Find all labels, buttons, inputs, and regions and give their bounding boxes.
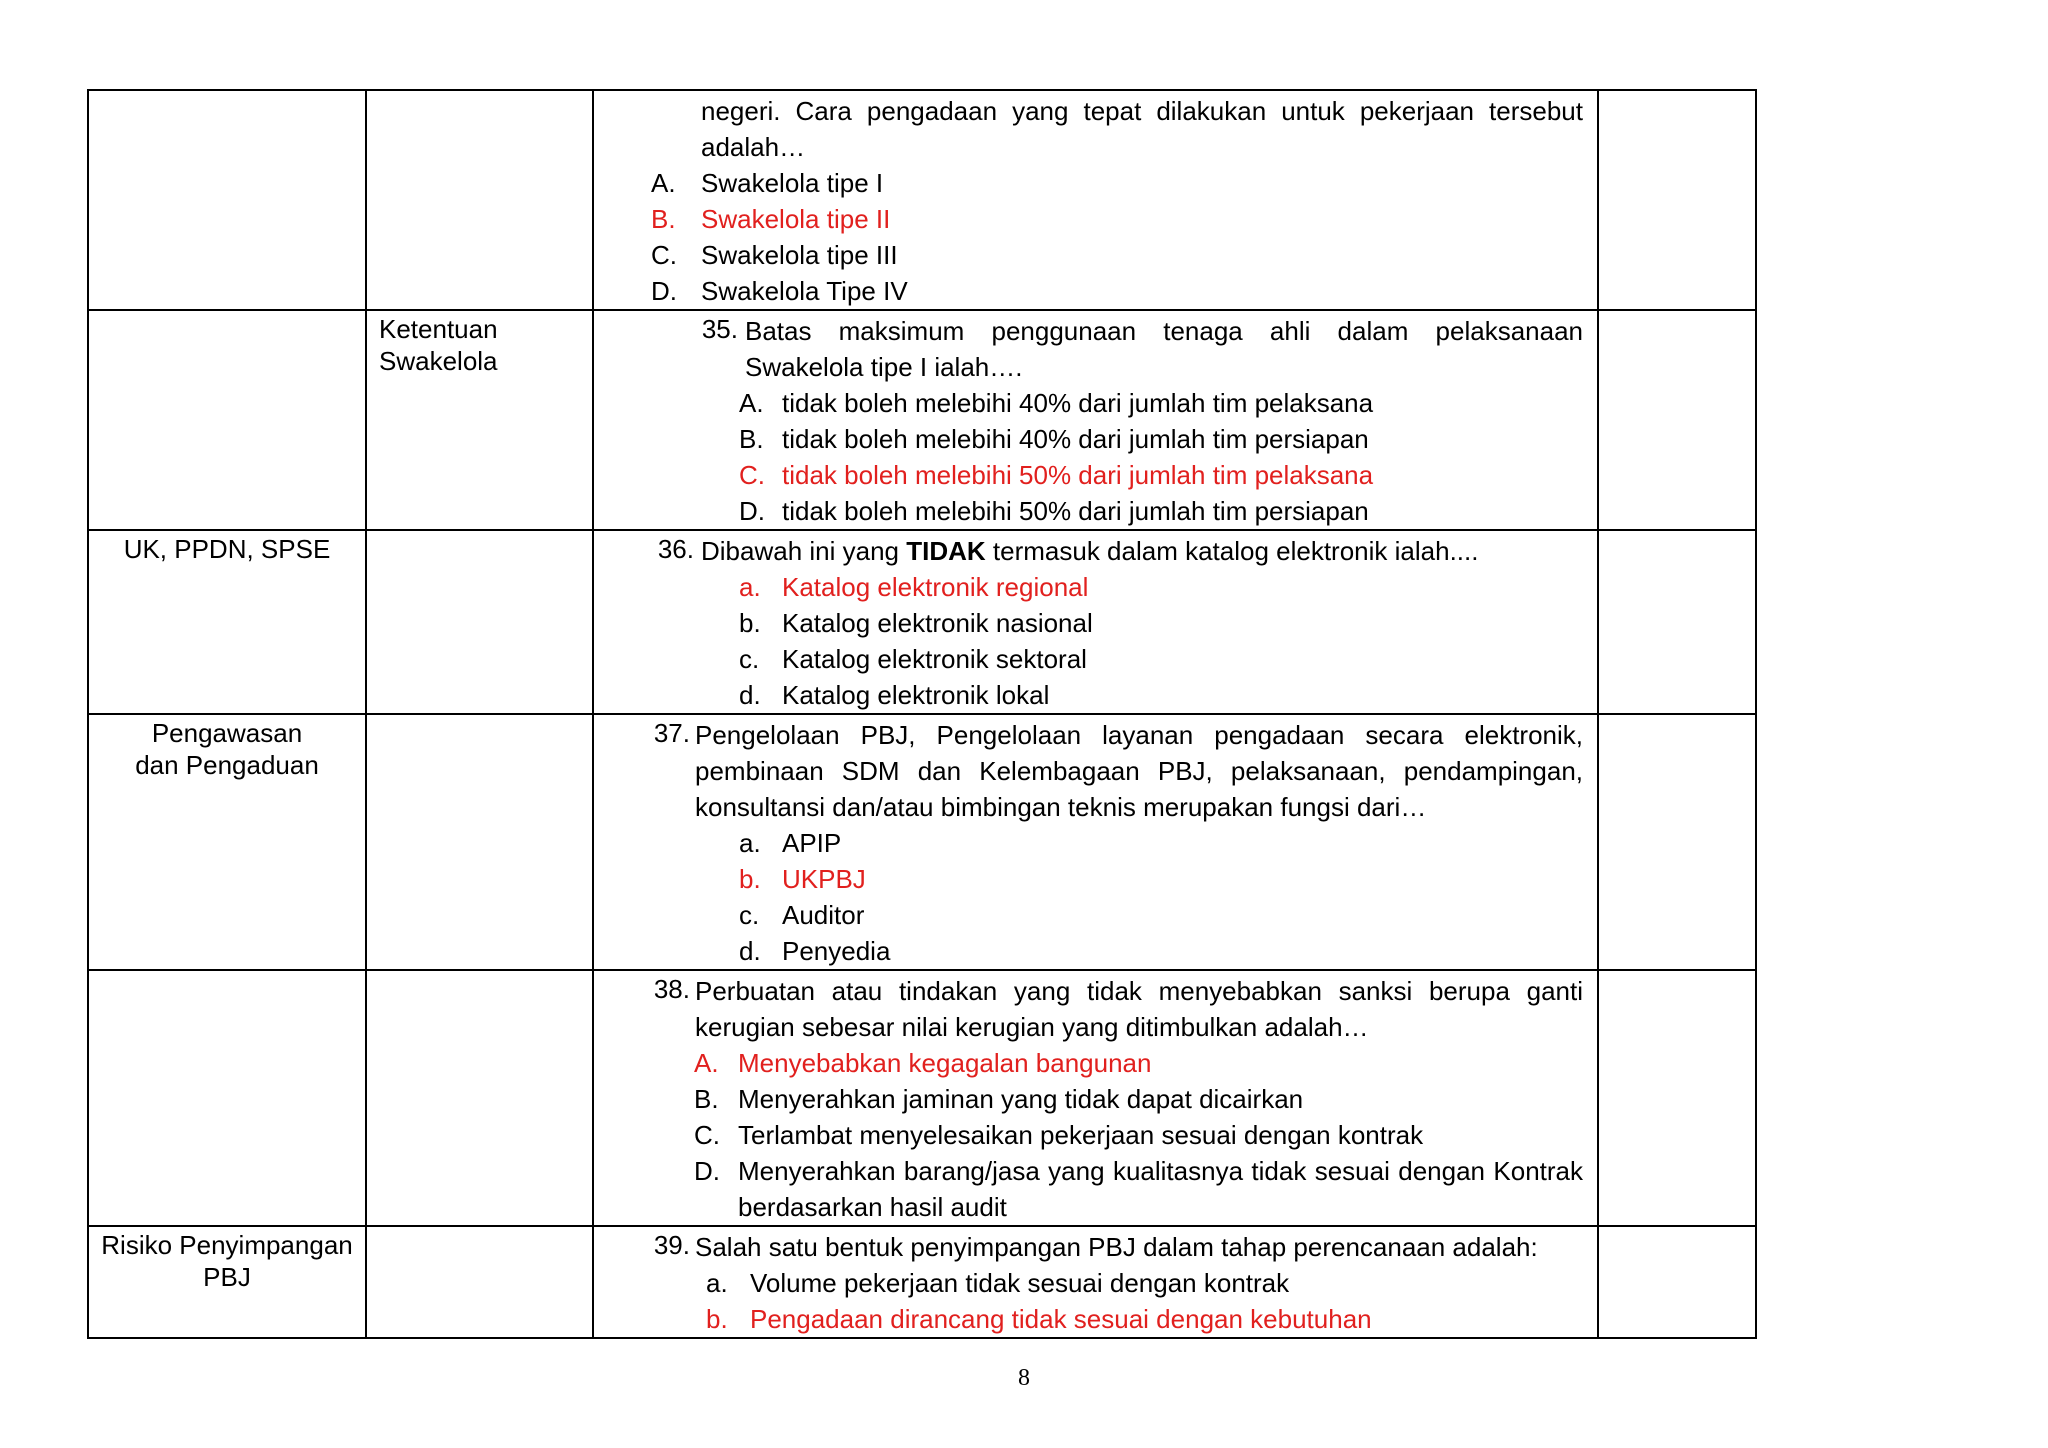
option-text: Swakelola tipe II: [701, 204, 891, 234]
option-item: [594, 421, 1597, 457]
question-cell: [593, 1226, 1598, 1338]
subcategory-cell: [366, 310, 593, 530]
option-item-correct: [594, 861, 1597, 897]
option-text: Menyerahkan jaminan yang tidak dapat dicairkan: [738, 1084, 1304, 1114]
category-cell: [88, 310, 366, 530]
option-letter: A.: [739, 388, 764, 418]
option-text: Volume pekerjaan tidak sesuai dengan kontrak: [750, 1268, 1290, 1298]
option-letter: b.: [739, 608, 761, 638]
option-item-correct: [594, 1045, 1597, 1081]
option-letter: C.: [651, 240, 677, 270]
question-number: 39.: [653, 1230, 690, 1260]
question-emphasis: TIDAK: [906, 536, 986, 566]
option-text: Penyedia: [782, 936, 891, 966]
page-number: 8: [1018, 1365, 1030, 1391]
option-letter: C.: [739, 460, 765, 490]
option-item: [594, 1265, 1597, 1301]
option-letter: b.: [739, 864, 761, 894]
option-item-correct: [594, 201, 1597, 237]
subcategory-cell: [366, 970, 593, 1226]
option-text: Swakelola Tipe IV: [701, 276, 908, 306]
table-row: [88, 90, 1756, 310]
option-item: [594, 825, 1597, 861]
question-text: Pengelolaan PBJ, Pengelolaan layanan pengadaan secara elektronik, pembinaan SDM dan Kelembagaan PBJ, pelaksanaan, pendampingan, konsultansi dan/atau bimbingan teknis merupakan fungsi dari…: [695, 720, 1583, 822]
option-text: Auditor: [782, 900, 865, 930]
option-item: [594, 1117, 1597, 1153]
category-label: Pengawasan dan Pengaduan: [135, 718, 319, 780]
option-letter: A.: [651, 168, 676, 198]
option-letter: d.: [739, 936, 761, 966]
question-cell: [593, 970, 1598, 1226]
table-row: [88, 714, 1756, 970]
option-text: Katalog elektronik lokal: [782, 680, 1050, 710]
option-item: [594, 897, 1597, 933]
question-number: 37.: [653, 718, 690, 748]
question-table: [87, 89, 1757, 1339]
question-number: 38.: [653, 974, 690, 1004]
option-text: Katalog elektronik nasional: [782, 608, 1093, 638]
question-number: 35.: [701, 314, 738, 344]
category-label: UK, PPDN, SPSE: [123, 534, 331, 564]
option-letter: b.: [706, 1304, 728, 1334]
category-cell: [88, 970, 366, 1226]
option-text: tidak boleh melebihi 50% dari jumlah tim pelaksana: [782, 460, 1374, 490]
question-text: Perbuatan atau tindakan yang tidak menyebabkan sanksi berupa ganti kerugian sebesar nilai kerugian yang ditimbulkan adalah…: [695, 976, 1583, 1042]
question-cell: [593, 530, 1598, 714]
option-text: Katalog elektronik regional: [782, 572, 1089, 602]
score-cell: [1598, 1226, 1756, 1338]
option-letter: D.: [651, 276, 677, 306]
option-item-correct: [594, 1301, 1597, 1337]
option-letter: d.: [739, 680, 761, 710]
option-item: [594, 1081, 1597, 1117]
option-item: [594, 273, 1597, 309]
option-item: [594, 933, 1597, 969]
option-letter: A.: [694, 1048, 719, 1078]
table-row: [88, 970, 1756, 1226]
question-cell: [593, 310, 1598, 530]
option-text: Swakelola tipe I: [701, 168, 884, 198]
option-text: Terlambat menyelesaikan pekerjaan sesuai dengan kontrak: [738, 1120, 1424, 1150]
option-text: tidak boleh melebihi 40% dari jumlah tim pelaksana: [782, 388, 1374, 418]
category-cell: [88, 90, 366, 310]
table-row: [88, 1226, 1756, 1338]
score-cell: [1598, 970, 1756, 1226]
question-text: negeri. Cara pengadaan yang tepat dilakukan untuk pekerjaan tersebut adalah…: [701, 96, 1583, 162]
option-text: Katalog elektronik sektoral: [782, 644, 1087, 674]
option-letter: a.: [739, 572, 761, 602]
option-letter: D.: [694, 1156, 720, 1186]
option-item: [594, 165, 1597, 201]
option-letter: D.: [739, 496, 765, 526]
question-text-part: termasuk dalam katalog elektronik ialah....: [985, 536, 1479, 566]
option-letter: a.: [739, 828, 761, 858]
table-row: [88, 530, 1756, 714]
score-cell: [1598, 90, 1756, 310]
option-item: [594, 493, 1597, 529]
question-number: 36.: [657, 534, 694, 564]
option-item: [594, 385, 1597, 421]
score-cell: [1598, 714, 1756, 970]
question-text-part: Dibawah ini yang: [701, 536, 907, 566]
subcategory-cell: [366, 530, 593, 714]
question-text: Salah satu bentuk penyimpangan PBJ dalam tahap perencanaan adalah:: [695, 1232, 1538, 1262]
option-letter: c.: [739, 900, 760, 930]
option-item: [594, 1153, 1597, 1225]
subcategory-cell: [366, 90, 593, 310]
option-item: [594, 237, 1597, 273]
option-text: APIP: [782, 828, 842, 858]
option-text: Pengadaan dirancang tidak sesuai dengan kebutuhan: [750, 1304, 1372, 1334]
table-row: [88, 310, 1756, 530]
option-letter: C.: [694, 1120, 720, 1150]
option-item-correct: [594, 457, 1597, 493]
score-cell: [1598, 530, 1756, 714]
subcategory-cell: [366, 714, 593, 970]
option-item: [594, 641, 1597, 677]
option-text: Swakelola tipe III: [701, 240, 898, 270]
option-letter: B.: [739, 424, 764, 454]
option-letter: a.: [706, 1268, 728, 1298]
option-item: [594, 677, 1597, 713]
question-text: [701, 533, 1583, 569]
option-text: tidak boleh melebihi 40% dari jumlah tim persiapan: [782, 424, 1369, 454]
option-letter: B.: [651, 204, 676, 234]
score-cell: [1598, 310, 1756, 530]
category-cell: [88, 714, 366, 970]
option-item-correct: [594, 569, 1597, 605]
option-text: UKPBJ: [782, 864, 866, 894]
option-letter: c.: [739, 644, 760, 674]
question-text: Batas maksimum penggunaan tenaga ahli dalam pelaksanaan Swakelola tipe I ialah….: [745, 316, 1583, 382]
category-cell: [88, 530, 366, 714]
question-cell: [593, 90, 1598, 310]
option-item: [594, 605, 1597, 641]
option-letter: B.: [694, 1084, 719, 1114]
option-text: tidak boleh melebihi 50% dari jumlah tim persiapan: [782, 496, 1369, 526]
question-cell: [593, 714, 1598, 970]
category-cell: [88, 1226, 366, 1338]
subcategory-cell: [366, 1226, 593, 1338]
option-text: Menyebabkan kegagalan bangunan: [738, 1048, 1152, 1078]
subcategory-label: Ketentuan Swakelola: [379, 314, 498, 376]
category-label: Risiko Penyimpangan PBJ: [101, 1230, 353, 1292]
option-text: Menyerahkan barang/jasa yang kualitasnya tidak sesuai dengan Kontrak berdasarkan hasil audit: [738, 1156, 1583, 1222]
